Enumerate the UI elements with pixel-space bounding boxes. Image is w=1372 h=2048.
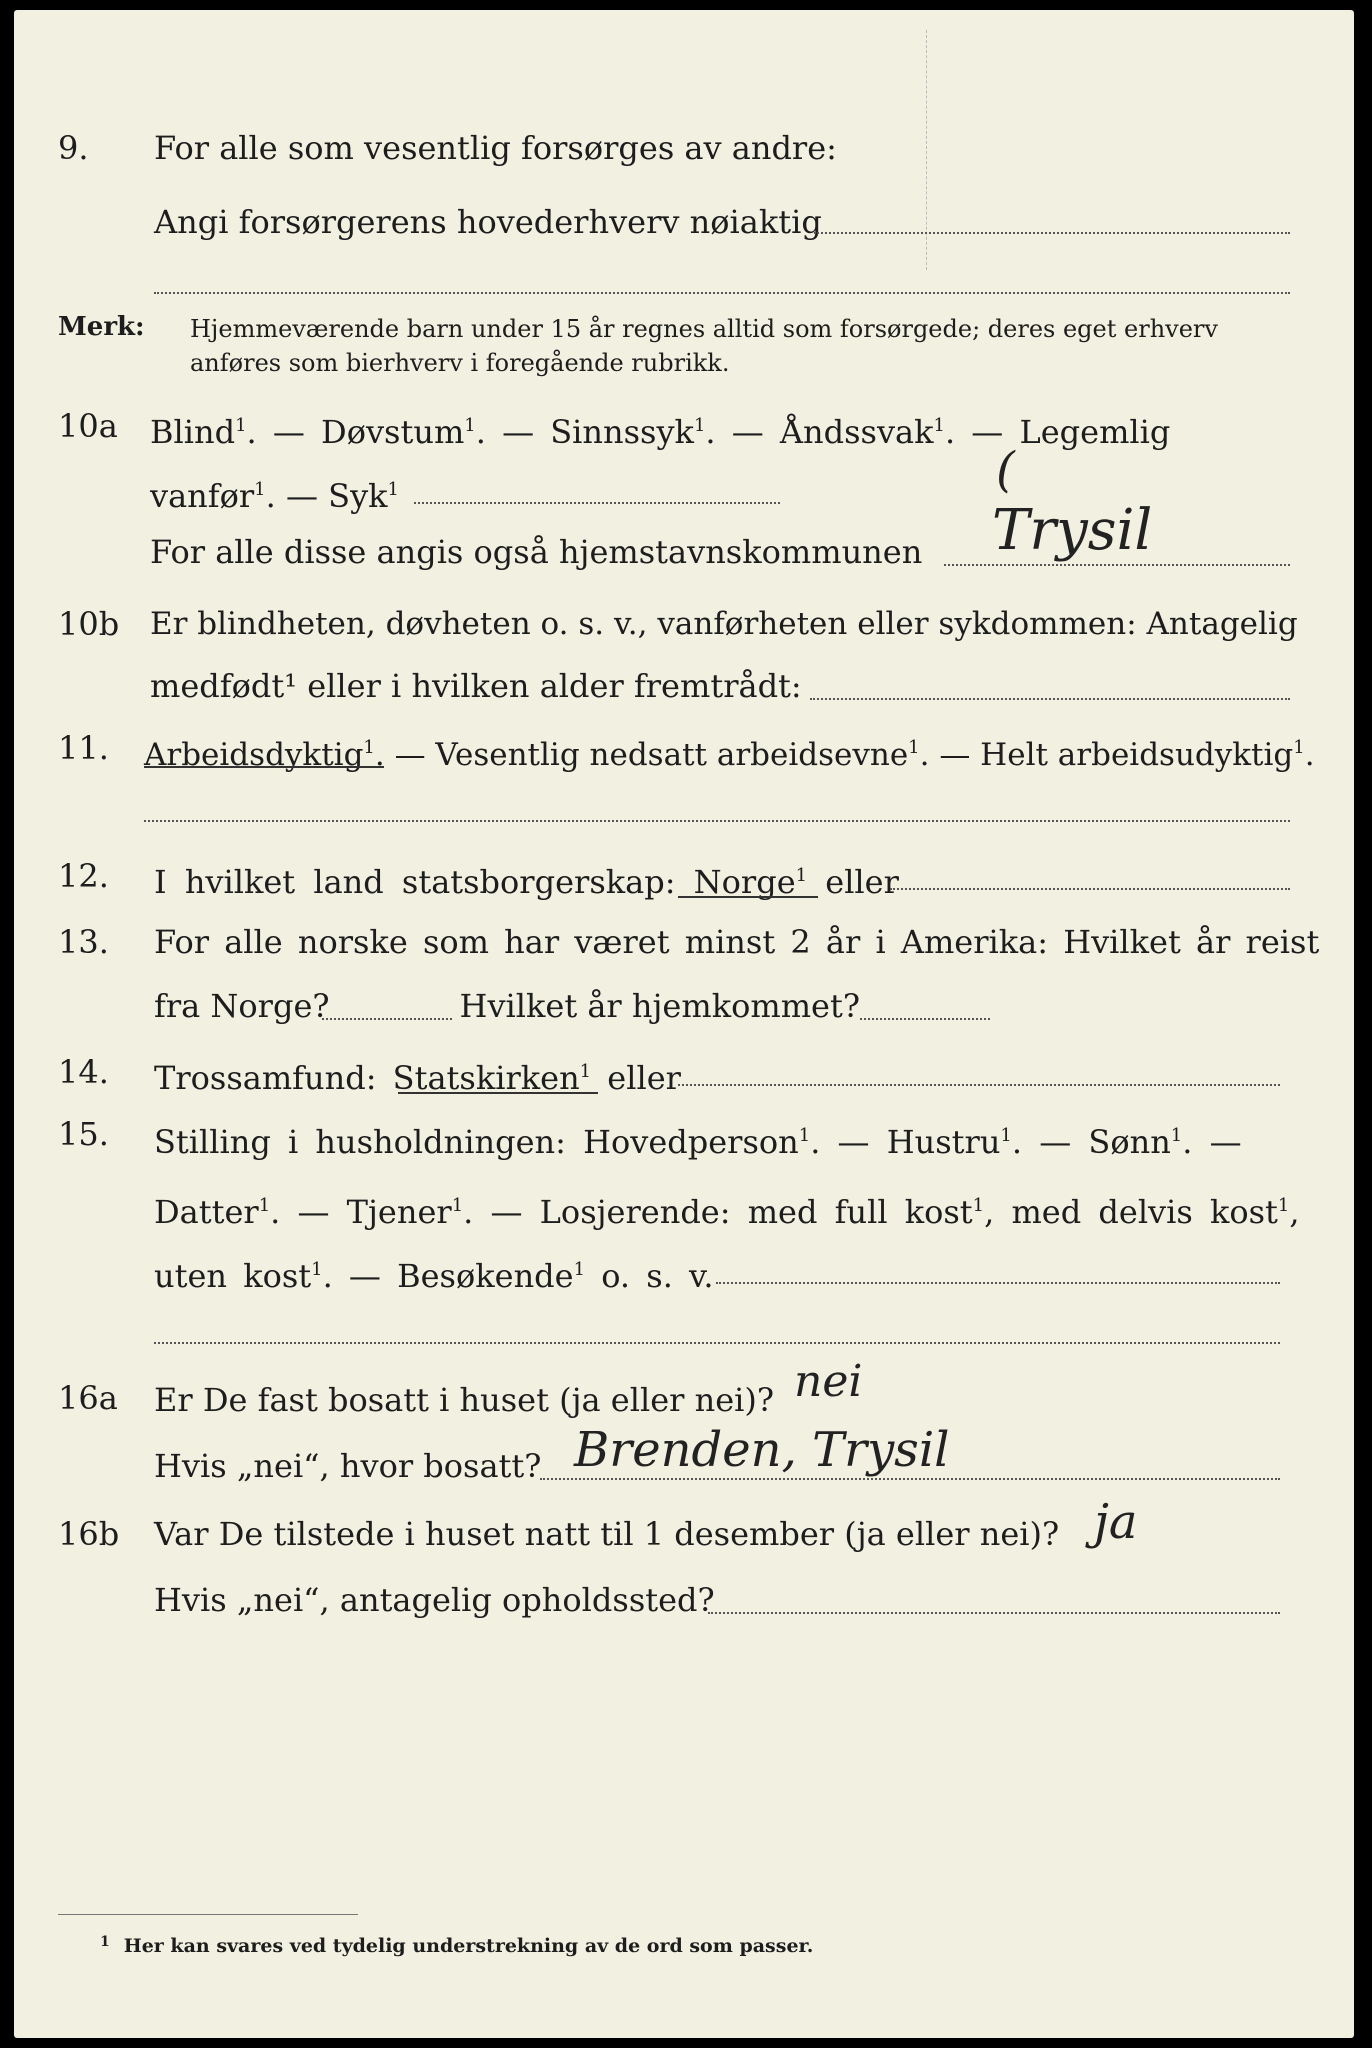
q13-number: 13. bbox=[58, 923, 109, 961]
q11-line1: Arbeidsdyktig$^1$. — Vesentlig nedsatt arbeidsevne$^1$. — Helt arbeidsudyktig$^1$. bbox=[144, 737, 1315, 773]
q12-answer-line bbox=[890, 888, 1290, 890]
q15-number: 15. bbox=[58, 1115, 109, 1153]
q16a-line2: Hvis „nei“, hvor bosatt? bbox=[154, 1447, 542, 1485]
q13-reist-line bbox=[322, 1018, 452, 1020]
q10b-line2: medfødt¹ eller i hvilken alder fremtrådt: bbox=[150, 667, 802, 705]
q15-line1: Stilling i husholdningen: Hovedperson$^1$. — Hustru$^1$. — Sønn$^1$. — bbox=[154, 1123, 1242, 1161]
q13-line2: fra Norge? Hvilket år hjemkommet? bbox=[154, 987, 860, 1025]
q11-separator bbox=[144, 820, 1290, 822]
q12-handwritten-underline bbox=[678, 896, 818, 898]
q16a-handwritten-answer: nei bbox=[794, 1356, 863, 1407]
q10a-line3: For alle disse angis også hjemstavnskommunen bbox=[150, 533, 923, 571]
merk-label: Merk: bbox=[58, 312, 145, 342]
q14-line1: Trossamfund: Statskirken$^1$ eller bbox=[154, 1059, 681, 1097]
q10a-line1: Blind$^1$. — Døvstum$^1$. — Sinnssyk$^1$. — Åndssvak$^1$. — Legemlig bbox=[150, 413, 1171, 451]
footnote: $^1$ Her kan svares ved tydelig understrekning av de ord som passer. bbox=[100, 1934, 814, 1957]
q10a-number: 10a bbox=[58, 407, 118, 445]
q9-answer-line bbox=[814, 232, 1290, 234]
q15-answer-line bbox=[716, 1282, 1280, 1284]
q16a-bosatt-line bbox=[540, 1478, 1280, 1480]
q12-line1: I hvilket land statsborgerskap: Norge$^1$ eller bbox=[154, 863, 899, 901]
q16b-line1: Var De tilstede i huset natt til 1 desember (ja eller nei)? bbox=[154, 1515, 1060, 1553]
q10b-line1: Er blindheten, døvheten o. s. v., vanførheten eller sykdommen: Antagelig bbox=[150, 606, 1298, 642]
q16b-number: 16b bbox=[58, 1515, 120, 1553]
q9-line2: Angi forsørgerens hovederhverv nøiaktig bbox=[154, 203, 822, 241]
q10a-handwritten-home: Trysil bbox=[992, 498, 1153, 563]
q14-answer-line bbox=[678, 1084, 1280, 1086]
q9-number: 9. bbox=[58, 129, 89, 167]
q16a-handwritten-bosatt: Brenden, Trysil bbox=[574, 1422, 950, 1478]
footnote-rule bbox=[58, 1914, 358, 1915]
merk-line2: anføres som bierhverv i foregående rubrikk. bbox=[190, 349, 730, 377]
q9-line1: For alle som vesentlig forsørges av andre: bbox=[154, 129, 837, 167]
q16a-line1: Er De fast bosatt i huset (ja eller nei)? bbox=[154, 1381, 775, 1419]
q10a-line2: vanfør$^1$. — Syk$^1$ bbox=[150, 477, 399, 515]
q13-line1: For alle norske som har været minst 2 år i Amerika: Hvilket år reist bbox=[154, 923, 1320, 961]
q14-number: 14. bbox=[58, 1053, 109, 1091]
q14-handwritten-underline bbox=[398, 1092, 598, 1094]
q11-handwritten-underline bbox=[144, 766, 384, 768]
q15-separator bbox=[154, 1342, 1280, 1344]
q10b-answer-line bbox=[810, 698, 1290, 700]
q9-separator bbox=[154, 292, 1290, 294]
q10a-handwritten-mark: ( bbox=[996, 442, 1015, 498]
q13-hjem-line bbox=[860, 1018, 990, 1020]
q15-line3: uten kost$^1$. — Besøkende$^1$ o. s. v. bbox=[154, 1257, 714, 1295]
q16b-line2: Hvis „nei“, antagelig opholdssted? bbox=[154, 1581, 715, 1619]
q10a-home-line bbox=[944, 564, 1290, 566]
q10a-syk-line bbox=[414, 502, 780, 504]
q16b-handwritten-answer: ja bbox=[1094, 1494, 1138, 1550]
q16a-number: 16a bbox=[58, 1379, 118, 1417]
merk-line1: Hjemmeværende barn under 15 år regnes alltid som forsørgede; deres eget erhverv bbox=[190, 315, 1218, 343]
fold-line bbox=[926, 30, 927, 270]
q16b-opphold-line bbox=[708, 1612, 1280, 1614]
q10b-number: 10b bbox=[58, 605, 120, 643]
census-form-page bbox=[14, 10, 1354, 2038]
q15-line2: Datter$^1$. — Tjener$^1$. — Losjerende: med full kost$^1$, med delvis kost$^1$, bbox=[154, 1193, 1300, 1231]
q12-number: 12. bbox=[58, 857, 109, 895]
q11-number: 11. bbox=[58, 729, 109, 767]
